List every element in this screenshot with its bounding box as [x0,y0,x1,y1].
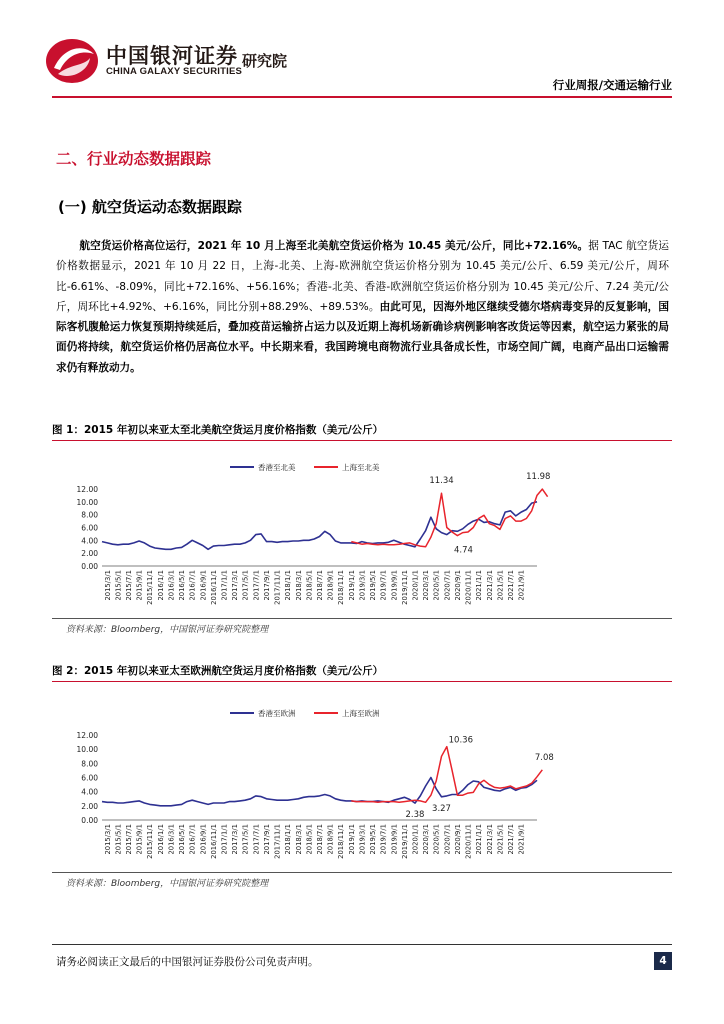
x-tick-label: 2020/11/1 [464,824,473,859]
x-tick-label: 2016/11/1 [209,824,218,859]
y-tick-label: 12.00 [76,731,98,740]
x-tick-label: 2021/7/1 [506,824,515,855]
x-tick-label: 2020/9/1 [453,570,462,601]
paragraph-lead: 航空货运价格高位运行，2021 年 10 月上海至北美航空货运价格为 10.45 美元/公斤，同比+72.16%。 [79,240,589,252]
data-label: 3.27 [432,803,451,814]
data-label: 11.34 [429,476,454,487]
x-tick-label: 2020/3/1 [422,824,431,855]
x-tick-label: 2017/9/1 [262,570,271,601]
x-tick-label: 2021/3/1 [485,824,494,855]
y-tick-label: 12.00 [76,485,98,494]
x-tick-label: 2016/1/1 [156,570,165,601]
x-tick-label: 2020/7/1 [443,824,452,855]
figure-1-top-rule [52,440,672,441]
x-tick-label: 2016/11/1 [209,570,218,605]
y-tick-label: 8.00 [81,510,98,520]
x-tick-label: 2020/7/1 [443,570,452,601]
x-tick-label: 2021/9/1 [517,570,526,601]
x-tick-label: 2017/11/1 [273,824,282,859]
footer-disclaimer: 请务必阅读正文最后的中国银河证券股份公司免责声明。 [56,956,319,968]
x-tick-label: 2016/9/1 [199,570,208,601]
x-tick-label: 2016/1/1 [156,824,165,855]
x-tick-label: 2017/5/1 [241,824,250,855]
figure-2-title: 图 2：2015 年初以来亚太至欧洲航空货运月度价格指数（美元/公斤） [52,665,384,677]
figure-1-chart [52,448,672,614]
x-tick-label: 2017/11/1 [273,570,282,605]
data-label: 7.08 [534,752,554,763]
x-tick-label: 2015/5/1 [114,570,123,601]
x-tick-label: 2015/9/1 [135,570,144,601]
x-tick-label: 2021/5/1 [496,824,505,855]
x-tick-label: 2018/1/1 [284,570,293,601]
x-tick-label: 2016/5/1 [178,570,187,601]
figure-1-title: 图 1：2015 年初以来亚太至北美航空货运月度价格指数（美元/公斤） [52,424,384,436]
x-tick-label: 2015/7/1 [125,824,134,855]
x-tick-label: 2019/9/1 [390,570,399,601]
subsection-heading: (一) 航空货运动态数据跟踪 [58,198,242,216]
x-tick-label: 2019/11/1 [400,824,409,859]
brand-name-en: CHINA GALAXY SECURITIES [106,66,243,77]
data-label: 4.74 [453,545,473,556]
x-tick-label: 2019/5/1 [369,824,378,855]
x-tick-label: 2020/1/1 [411,570,420,601]
y-tick-label: 4.00 [81,536,98,546]
x-tick-label: 2018/7/1 [316,570,324,601]
series-line-0 [102,778,537,806]
x-tick-label: 2019/3/1 [358,824,367,855]
x-tick-label: 2015/3/1 [103,570,112,601]
figure-2-source: 资料来源：Bloomberg，中国银河证券研究院整理 [66,879,269,889]
figure-2-bottom-rule [52,872,672,873]
x-tick-label: 2017/3/1 [231,824,240,855]
x-tick-label: 2018/5/1 [305,824,314,855]
page-number: 4 [654,952,672,970]
x-tick-label: 2019/9/1 [390,824,399,855]
x-tick-label: 2015/3/1 [103,824,112,855]
x-tick-label: 2021/1/1 [475,570,484,601]
x-tick-label: 2015/7/1 [125,570,134,601]
x-tick-label: 2016/9/1 [199,824,208,855]
x-tick-label: 2018/3/1 [294,824,303,855]
x-tick-label: 2015/11/1 [146,824,155,859]
figure-2-chart [52,689,672,871]
x-tick-label: 2018/11/1 [337,824,346,859]
footer-divider [52,944,672,945]
y-tick-label: 0.00 [81,562,98,571]
x-tick-label: 2019/5/1 [369,570,378,601]
y-tick-label: 0.00 [81,816,98,825]
section-heading: 二、行业动态数据跟踪 [56,150,212,168]
x-tick-label: 2021/5/1 [496,570,505,601]
x-tick-label: 2019/1/1 [347,570,356,601]
data-label: 10.36 [448,735,473,746]
x-tick-label: 2018/7/1 [316,824,324,855]
body-paragraph [56,236,669,378]
legend-label-0: 香港至北美 [258,463,296,472]
data-label: 11.98 [526,472,551,483]
y-tick-label: 2.00 [81,801,98,811]
report-type: 行业周报/交通运输行业 [552,78,672,92]
x-tick-label: 2020/9/1 [453,824,462,855]
x-tick-label: 2019/7/1 [379,824,388,855]
figure-2-top-rule [52,681,672,682]
x-tick-label: 2020/11/1 [464,570,473,605]
series-line-1 [351,489,547,547]
x-tick-label: 2021/9/1 [517,824,526,855]
x-tick-label: 2019/3/1 [358,570,367,601]
x-tick-label: 2016/5/1 [178,824,187,855]
x-tick-label: 2021/1/1 [475,824,484,855]
x-tick-label: 2016/7/1 [188,824,197,855]
brand-institute: 研究院 [242,52,288,70]
x-tick-label: 2017/5/1 [241,570,250,601]
x-tick-label: 2016/3/1 [167,824,176,855]
x-tick-label: 2015/5/1 [114,824,123,855]
y-tick-label: 4.00 [81,787,98,797]
x-tick-label: 2019/11/1 [400,570,409,605]
brand-name-cn: 中国银河证券 [106,44,238,68]
data-label: 2.38 [405,810,425,821]
x-tick-label: 2020/5/1 [432,824,441,855]
legend-label-1: 上海至欧洲 [342,709,380,718]
x-tick-label: 2021/7/1 [506,570,515,601]
x-tick-label: 2017/7/1 [252,570,261,601]
paragraph-data: 据 TAC 航空货运价格数据显示，2021 年 10 月 22 日，上海-北美、上海-欧洲航空货运价格分别为 10.45 美元/公斤、6.59 美元/公斤，周环比-6.61%、-8.09%，同比+72.16%、+56.16%；香港-北美、香港-欧洲航空货运价格分别为 10.45 美元/公斤、7.24 美元/公斤，周环比+4.92%、+6.16%，同比分别+88.29%、+89.53%。 [56,240,670,313]
legend-label-1: 上海至北美 [342,463,380,472]
x-tick-label: 2019/1/1 [347,824,356,855]
company-logo-icon [44,36,100,86]
series-line-0 [102,502,537,550]
x-tick-label: 2016/7/1 [188,570,197,601]
x-tick-label: 2018/3/1 [294,570,303,601]
y-tick-label: 10.00 [76,745,98,755]
x-tick-label: 2017/9/1 [262,824,271,855]
x-tick-label: 2018/1/1 [284,824,293,855]
x-tick-label: 2020/5/1 [432,570,441,601]
x-tick-label: 2020/1/1 [411,824,420,855]
x-tick-label: 2017/1/1 [220,570,229,601]
paragraph-conclusion: 由此可见，因海外地区继续受德尔塔病毒变异的反复影响，国际客机腹舱运力恢复预期持续延后，叠加疫苗运输挤占运力以及近期上海机场新确诊病例影响客改货运等因素，航空运力紧张的局面仍将持续，航空货运价格仍居高位水平。中长期来看，我国跨境电商物流行业具备成长性，市场空间广阔，电商产品出口运输需求仍有释放动力。 [56,300,670,374]
figure-1-source: 资料来源：Bloomberg，中国银河证券研究院整理 [66,625,269,635]
x-tick-label: 2020/3/1 [422,570,431,601]
x-tick-label: 2018/11/1 [337,570,346,605]
legend-label-0: 香港至欧洲 [258,709,296,718]
y-tick-label: 6.00 [81,773,98,783]
x-tick-label: 2015/9/1 [135,824,144,855]
y-tick-label: 2.00 [81,549,98,559]
figure-1-bottom-rule [52,618,672,619]
y-tick-label: 6.00 [81,523,98,533]
y-tick-label: 10.00 [76,497,98,507]
x-tick-label: 2018/9/1 [326,824,335,855]
x-tick-label: 2021/3/1 [485,570,494,601]
x-tick-label: 2017/1/1 [220,824,229,855]
x-tick-label: 2015/11/1 [146,570,155,605]
x-tick-label: 2017/7/1 [252,824,261,855]
x-tick-label: 2016/3/1 [167,570,176,601]
x-tick-label: 2018/5/1 [305,570,314,601]
y-tick-label: 8.00 [81,759,98,769]
x-tick-label: 2017/3/1 [231,570,240,601]
x-tick-label: 2019/7/1 [379,570,388,601]
header-divider [52,96,672,98]
x-tick-label: 2018/9/1 [326,570,335,601]
series-line-1 [351,747,542,803]
